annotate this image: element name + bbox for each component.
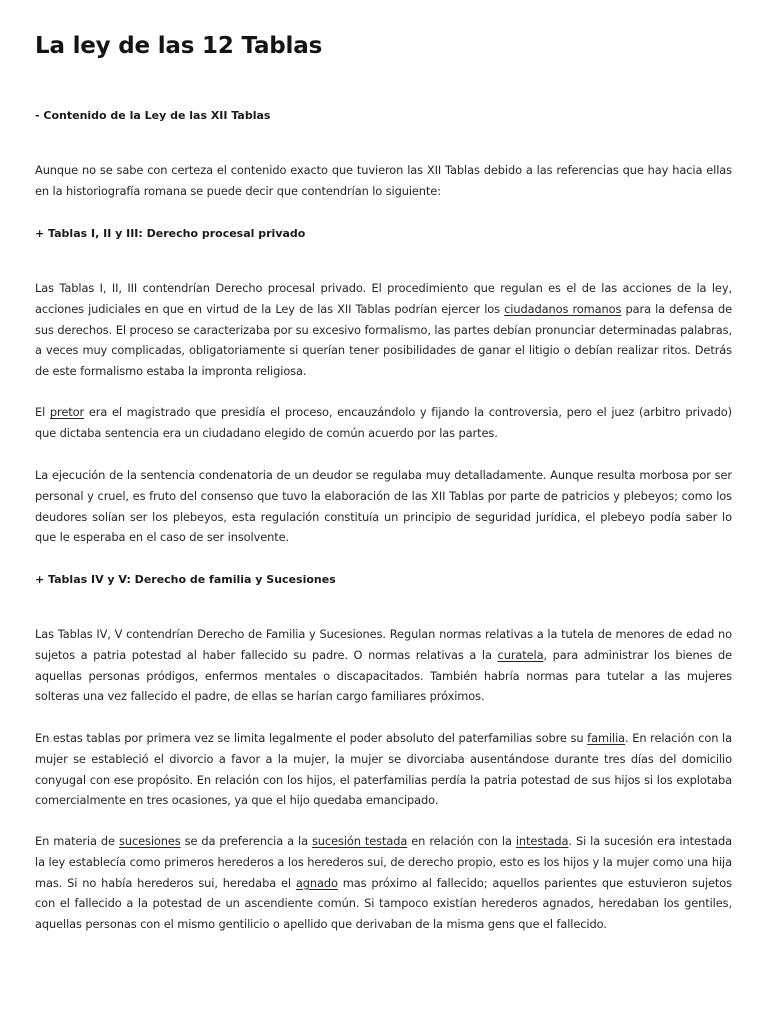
link-sucesiones[interactable]: sucesiones [118,834,181,848]
paragraph-text: , para administrar los bienes de aquellas personas pródigos, enfermos mentales o discapacitados. También habría normas para tutelar a las mujeres solteras una vez fallecido el padre, de ellas se harían cargo familiares próximos. [35,647,732,704]
paragraph-text: Las Tablas I, II, III contendrían Derecho procesal privado. El procedimiento que regulan es el de las acciones de la ley, acciones judiciales en que en virtud de la Ley de las XII Tablas podrían ejercer los [35,281,732,316]
link-familia[interactable]: familia [587,731,626,745]
paragraph-paterfamilias [35,728,732,811]
paragraph-text: En materia de [35,834,119,848]
section-heading: - Contenido de la Ley de las XII Tablas [35,109,271,122]
paragraph-text: en relación con la [407,834,516,848]
paragraph-text: En estas tablas por primera vez se limita legalmente el poder absoluto del paterfamilias sobre su [35,731,588,745]
heading-tablas-iv-v: + Tablas IV y V: Derecho de familia y Sucesiones [35,573,336,586]
page-title: La ley de las 12 Tablas [35,33,323,59]
paragraph-ejecucion: La ejecución de la sentencia condenatoria de un deudor se regulaba muy detalladamente. Aunque resulta morbosa por ser personal y cruel, es fruto del consenso que tuvo la elaboración de las XII Tablas por parte de patricios y plebeyos; como los deudores solían ser los plebeyos, esta regulación constituía un principio de seguridad jurídica, el plebeyo podía saber lo que le esperaba en el caso de ser insolvente. [35,468,732,545]
paragraph-pretor [35,402,732,444]
link-curatela[interactable]: curatela [497,647,544,662]
paragraph-text: . En relación con la mujer se estableció el divorcio a favor a la mujer, la mujer se divorciaba ausentándose durante tres días del domicilio conyugal con ese propósito. En relación con los hijos, el paterfamilias perdía la patria potestad de sus hijos si los explotaba comercialmente en tres ocasiones, ya que el hijo quedaba emancipado. [35,731,732,808]
paragraph-sucesiones [35,831,732,935]
paragraph-text: para la defensa de sus derechos. El proceso se caracterizaba por su excesivo formalismo, las partes debían pronunciar determinadas palabras, a veces muy complicadas, obligatoriamente si querían tener posibilidades de ganar el litigio o debían realizar ritos. Detrás de este formalismo estaba la impronta religiosa. [35,301,732,379]
paragraph-text: . Si la sucesión era intestada la ley establecía como primeros herederos a los herederos sui, de derecho propio, esto es los hijos y la mujer como una hija mas. Si no había herederos sui, heredaba el [35,834,732,890]
heading-tablas-i-ii-iii: + Tablas I, II y III: Derecho procesal privado [35,227,306,240]
paragraph-text: se da preferencia a la [180,834,312,848]
paragraph-familia-sucesiones [35,624,732,707]
paragraph-text: Las Tablas IV, V contendrían Derecho de Familia y Sucesiones. Regulan normas relativas a la tutela de menores de edad no sujetos a patria potestad al haber fallecido su padre. O normas relativas a la [35,627,732,662]
link-sucesion-testada[interactable]: sucesión testada [311,834,408,848]
link-ciudadanos-romanos[interactable]: ciudadanos romanos [504,301,622,316]
paragraph-procesal [35,278,732,382]
paragraph-text: era el magistrado que presidía el proceso, encauzándolo y fijando la controversia, pero el juez (arbitro privado) que dictaba sentencia era un ciudadano elegido de común acuerdo por las partes. [35,405,732,440]
link-agnado[interactable]: agnado [295,875,338,890]
link-pretor[interactable]: pretor [49,405,85,419]
paragraph-text: El [35,405,50,419]
paragraph-text: mas próximo al fallecido; aquellos parientes que estuvieron sujetos con el fallecido a la potestad de un ascendiente común. Si tampoco existían herederos agnados, heredaban los gentiles, aquellas personas con el mismo gentilicio o apellido que derivaban de la misma gens que el fallecido. [35,875,732,932]
link-intestada[interactable]: intestada [515,834,569,848]
intro-paragraph: Aunque no se sabe con certeza el contenido exacto que tuvieron las XII Tablas debido a las referencias que hay hacia ellas en la historiografía romana se puede decir que contendrían lo siguiente: [35,163,732,198]
